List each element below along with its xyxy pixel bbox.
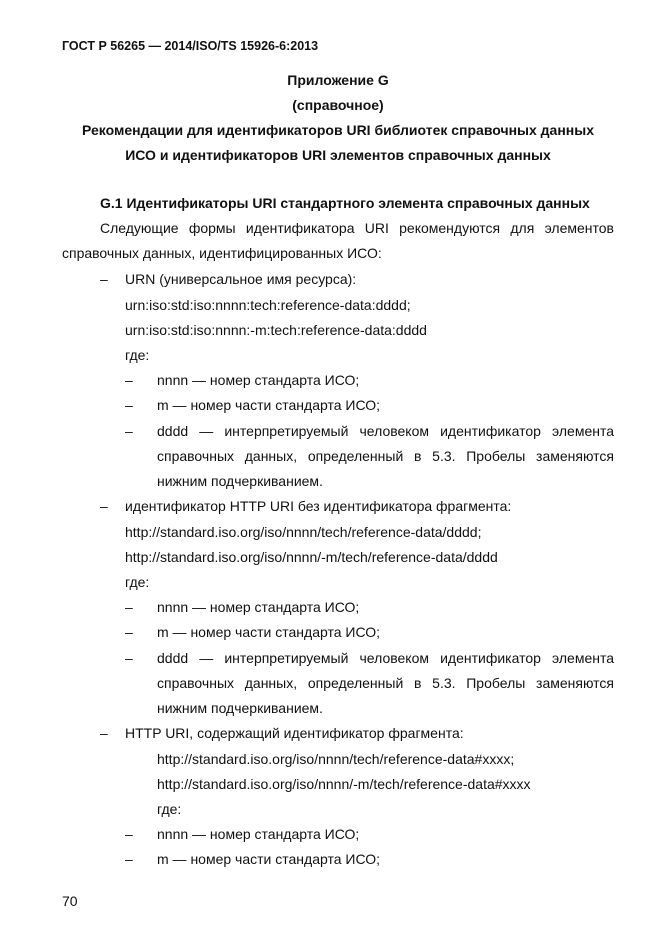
urn-def-m: m — номер части стандарта ИСО; (157, 397, 381, 413)
list-dash: – (100, 725, 108, 741)
http-def-dddd-line-3: нижним подчеркиванием. (157, 700, 323, 716)
annex-kind: (справочное) (292, 97, 384, 113)
list-dash: – (125, 624, 133, 640)
urn-example-1: urn:iso:std:iso:nnnn:tech:reference-data:dddd; (125, 297, 411, 313)
urn-def-dddd-line-3: нижним подчеркиванием. (157, 473, 323, 489)
http-fragment-example-1: http://standard.iso.org/iso/nnnn/tech/reference-data#xxxx; (157, 751, 515, 767)
http-def-nnnn: nnnn — номер стандарта ИСО; (157, 599, 360, 615)
urn-where-label: где: (125, 347, 150, 363)
urn-def-dddd-line-2: справочных данных, определенный в 5.3. Пробелы заменяются (157, 448, 614, 464)
http-def-m: m — номер части стандарта ИСО; (157, 624, 381, 640)
list-dash: – (100, 498, 108, 514)
urn-def-nnnn: nnnn — номер стандарта ИСО; (157, 372, 360, 388)
http-def-dddd-line-1: dddd — интерпретируемый человеком идентификатор элемента (157, 650, 614, 666)
item-urn-title: URN (универсальное имя ресурса): (125, 271, 357, 287)
http-fragment-example-2: http://standard.iso.org/iso/nnnn/-m/tech/reference-data#xxxx (157, 776, 531, 792)
http-example-2: http://standard.iso.org/iso/nnnn/-m/tech/reference-data/dddd (125, 549, 498, 565)
item-http-fragment-title: HTTP URI, содержащий идентификатор фрагмента: (125, 725, 464, 741)
http-example-1: http://standard.iso.org/iso/nnnn/tech/reference-data/dddd; (125, 524, 482, 540)
list-dash: – (100, 271, 108, 287)
http-fragment-def-nnnn: nnnn — номер стандарта ИСО; (157, 826, 360, 842)
http-fragment-def-m: m — номер части стандарта ИСО; (157, 851, 381, 867)
annex-title: Приложение G (287, 72, 389, 88)
section-heading: G.1 Идентификаторы URI стандартного элемента справочных данных (100, 195, 590, 211)
list-dash: – (125, 423, 133, 439)
http-fragment-where-label: где: (157, 801, 182, 817)
list-dash: – (125, 826, 133, 842)
list-dash: – (125, 650, 133, 666)
list-dash: – (125, 851, 133, 867)
annex-heading-line-1: Рекомендации для идентификаторов URI библиотек справочных данных (82, 122, 594, 138)
urn-def-dddd-line-1: dddd — интерпретируемый человеком идентификатор элемента (157, 423, 614, 439)
list-dash: – (125, 599, 133, 615)
page-number: 70 (62, 893, 78, 909)
document-code-header: ГОСТ Р 56265 — 2014/ISO/TS 15926-6:2013 (62, 39, 319, 53)
list-dash: – (125, 372, 133, 388)
intro-line-1: Следующие формы идентификатора URI рекомендуются для элементов (100, 220, 614, 236)
urn-example-2: urn:iso:std:iso:nnnn:-m:tech:reference-data:dddd (125, 322, 427, 338)
annex-heading-line-2: ИСО и идентификаторов URI элементов справочных данных (125, 147, 551, 163)
http-where-label: где: (125, 574, 150, 590)
item-http-title: идентификатор HTTP URI без идентификатора фрагмента: (125, 498, 512, 514)
http-def-dddd-line-2: справочных данных, определенный в 5.3. Пробелы заменяются (157, 675, 614, 691)
intro-line-2: справочных данных, идентифицированных ИСО: (62, 245, 382, 261)
list-dash: – (125, 397, 133, 413)
